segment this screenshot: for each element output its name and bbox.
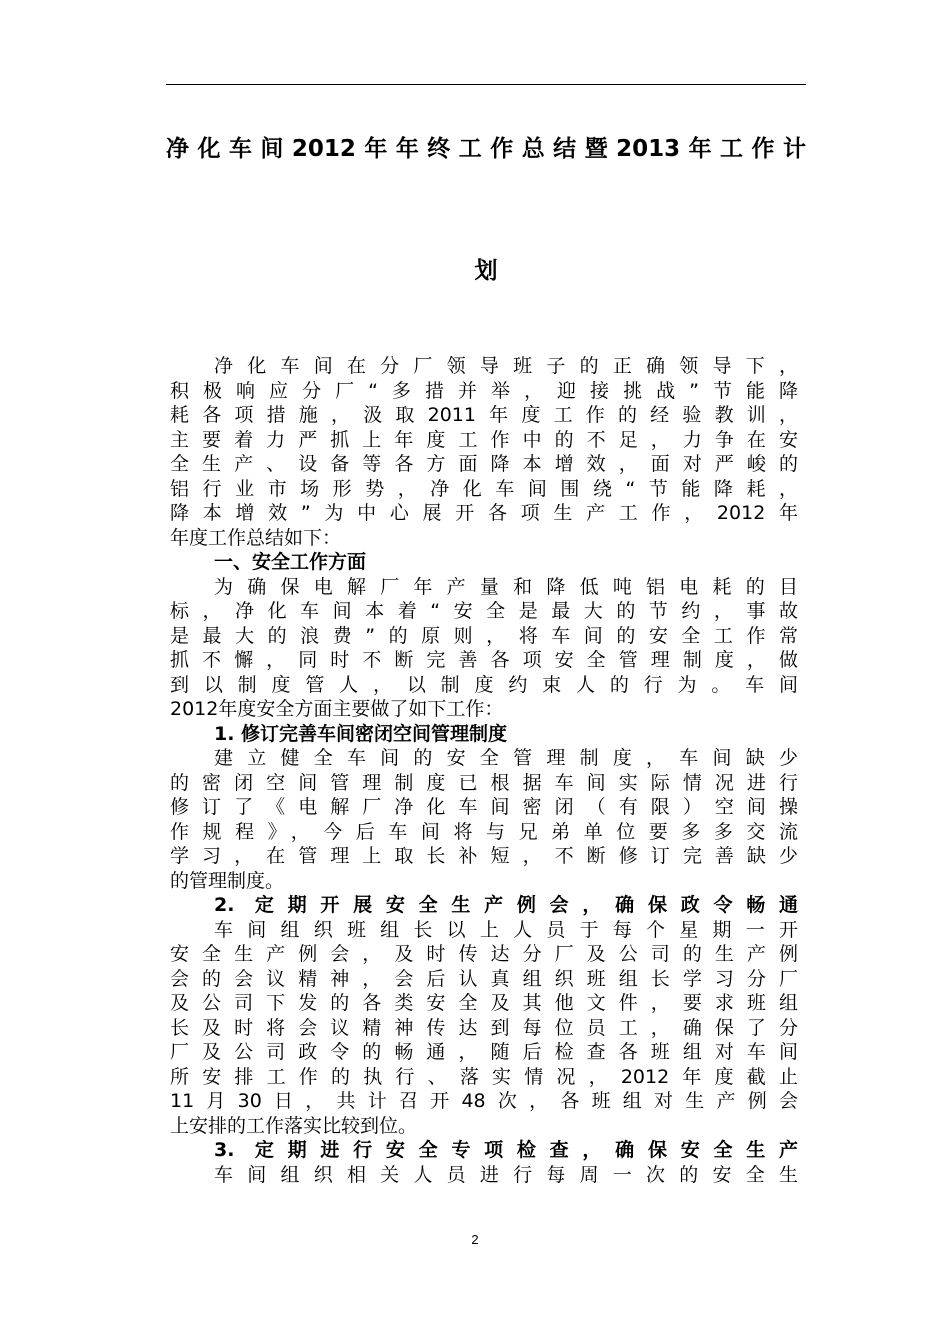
paragraph-line: 降本增效”为中心展开各项生产工作，2012年 [170, 502, 798, 524]
paragraph-line: 会的会议精神，会后认真组织班组长学习分厂 [170, 967, 798, 990]
document-body [170, 354, 798, 1187]
paragraph-line: 车间组织班组长以上人员于每个星期一开 [214, 918, 798, 941]
section-heading-line: 3. 定期进行安全专项检查，确保安全生产 [214, 1139, 798, 1161]
paragraph-line: 上安排的工作落实比较到位。 [170, 1114, 418, 1137]
paragraph-line: 11月30日，共计召开48次，各班组对生产例会 [170, 1090, 798, 1112]
paragraph-line: 作规程》，今后车间将与兄弟单位要多多交流 [170, 820, 798, 843]
paragraph-line: 的密闭空间管理制度已根据车间实际情况进行 [170, 771, 798, 794]
paragraph-line: 净化车间在分厂领导班子的正确领导下， [214, 355, 798, 377]
paragraph-line: 修订了《电解厂净化车间密闭（有限）空间操 [170, 796, 798, 818]
paragraph-line: 学习，在管理上取长补短，不断修订完善缺少 [170, 845, 798, 867]
paragraph-line: 建立健全车间的安全管理制度，车间缺少 [214, 747, 798, 769]
document-title-line-1: 净化车间2012年年终工作总结暨2013年工作计 [166, 136, 806, 162]
paragraph-line: 抓不懈，同时不断完善各项安全管理制度，做 [170, 649, 798, 671]
document-title-line-2: 划 [474, 258, 498, 284]
paragraph-line: 安全生产例会，及时传达分厂及公司的生产例 [170, 943, 798, 965]
paragraph-line: 是最大的浪费”的原则，将车间的安全工作常 [170, 624, 798, 647]
section-heading-line: 2. 定期开展安全生产例会，确保政令畅通 [214, 894, 798, 916]
paragraph-line: 主要着力严抓上年度工作中的不足，力争在安 [170, 428, 798, 451]
section-heading-line: 一、安全工作方面 [214, 551, 367, 573]
paragraph-line: 为确保电解厂年产量和降低吨铝电耗的目 [214, 575, 798, 598]
paragraph-line: 全生产、设备等各方面降本增效，面对严峻的 [170, 453, 798, 475]
paragraph-line: 积极响应分厂“多措并举，迎接挑战”节能降 [170, 379, 798, 402]
paragraph-line: 及公司下发的各类安全及其他文件，要求班组 [170, 992, 798, 1014]
section-heading-line: 1. 修订完善车间密闭空间管理制度 [214, 722, 508, 745]
paragraph-line: 2012年度安全方面主要做了如下工作： [170, 698, 504, 720]
paragraph-line: 所安排工作的执行、落实情况，2012年度截止 [170, 1065, 798, 1088]
paragraph-line: 年度工作总结如下： [170, 526, 342, 549]
paragraph-line: 长及时将会议精神传达到每位员工，确保了分 [170, 1016, 798, 1039]
paragraph-line: 厂及公司政令的畅通，随后检查各班组对车间 [170, 1041, 798, 1063]
paragraph-line: 到以制度管人，以制度约束人的行为。车间 [170, 673, 798, 696]
paragraph-line: 车间组织相关人员进行每周一次的安全生 [214, 1163, 798, 1186]
paragraph-line: 耗各项措施，汲取2011年度工作的经验教训， [170, 404, 798, 426]
paragraph-line: 的管理制度。 [170, 869, 285, 892]
paragraph-line: 标，净化车间本着“安全是最大的节约，事故 [170, 600, 798, 622]
page-number: 2 [471, 1232, 479, 1247]
header-rule [166, 84, 806, 85]
paragraph-line: 铝行业市场形势，净化车间围绕“节能降耗， [170, 477, 798, 500]
